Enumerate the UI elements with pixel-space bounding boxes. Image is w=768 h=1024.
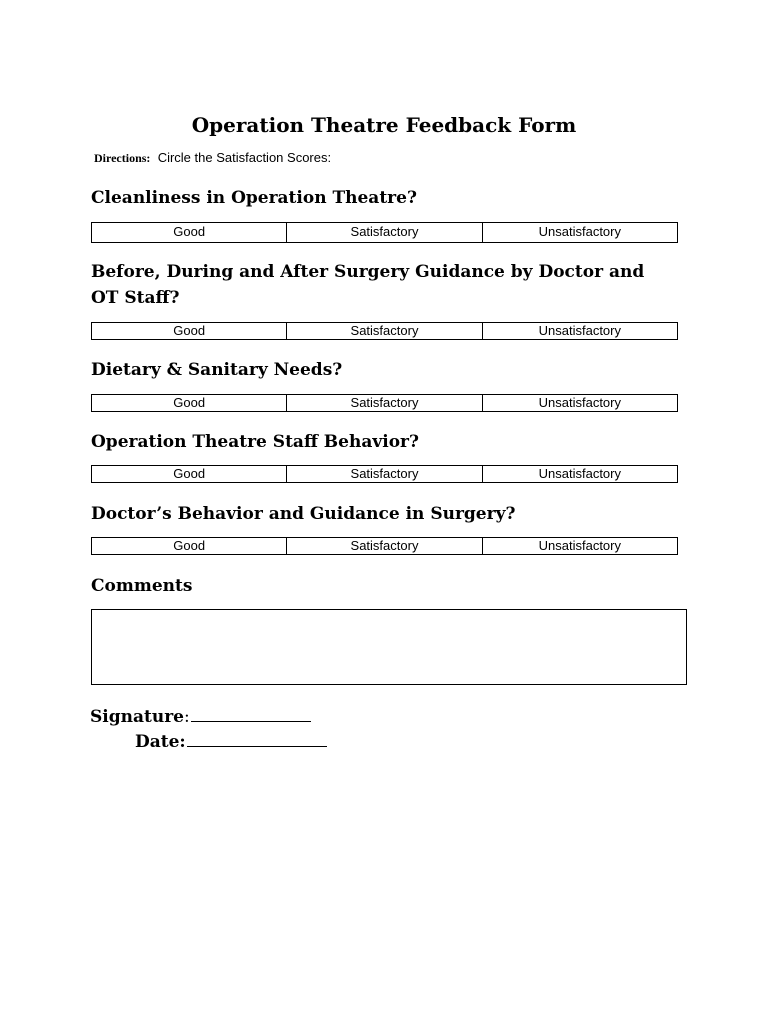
signature-label: Signature [90,707,184,727]
question-cleanliness: Cleanliness in Operation Theatre? [91,188,417,208]
signature-separator: : [183,707,190,727]
score-option-satisfactory[interactable]: Satisfactory [287,466,482,482]
question-dietary-sanitary: Dietary & Sanitary Needs? [91,360,343,380]
question-doctor-behavior: Doctor’s Behavior and Guidance in Surgery? [91,504,516,524]
question-surgery-guidance: Before, During and After Surgery Guidance by Doctor and OT Staff? [91,262,645,308]
score-option-unsatisfactory[interactable]: Unsatisfactory [538,538,621,553]
score-option-unsatisfactory[interactable]: Unsatisfactory [538,466,621,481]
signature-line [90,703,311,729]
score-option-good[interactable]: Good [92,323,287,339]
date-field[interactable] [187,728,327,747]
score-table-cleanliness [91,222,678,243]
score-option-unsatisfactory[interactable]: Unsatisfactory [538,395,621,410]
score-option-good[interactable]: Good [92,466,287,482]
date-line [135,728,327,754]
score-option-unsatisfactory[interactable]: Unsatisfactory [538,224,621,239]
score-table-dietary-sanitary [91,394,678,412]
directions-label: Directions: [94,151,151,165]
score-option-satisfactory[interactable]: Satisfactory [287,538,482,554]
comments-label: Comments [91,576,193,596]
score-option-satisfactory[interactable]: Satisfactory [287,223,482,242]
score-option-good[interactable]: Good [92,538,287,554]
form-title: Operation Theatre Feedback Form [191,113,577,137]
signature-field[interactable] [191,703,311,722]
score-option-satisfactory[interactable]: Satisfactory [287,323,482,339]
score-table-staff-behavior [91,465,678,483]
score-option-unsatisfactory[interactable]: Unsatisfactory [538,323,621,338]
score-option-satisfactory[interactable]: Satisfactory [287,395,482,411]
score-table-surgery-guidance [91,322,678,340]
score-option-good[interactable]: Good [92,395,287,411]
score-table-doctor-behavior [91,537,678,555]
score-option-good[interactable]: Good [92,223,287,242]
directions [94,150,331,166]
question-staff-behavior: Operation Theatre Staff Behavior? [91,432,419,452]
directions-text: Circle the Satisfaction Scores: [157,150,332,165]
date-label: Date: [135,732,186,752]
comments-field[interactable] [91,609,687,685]
